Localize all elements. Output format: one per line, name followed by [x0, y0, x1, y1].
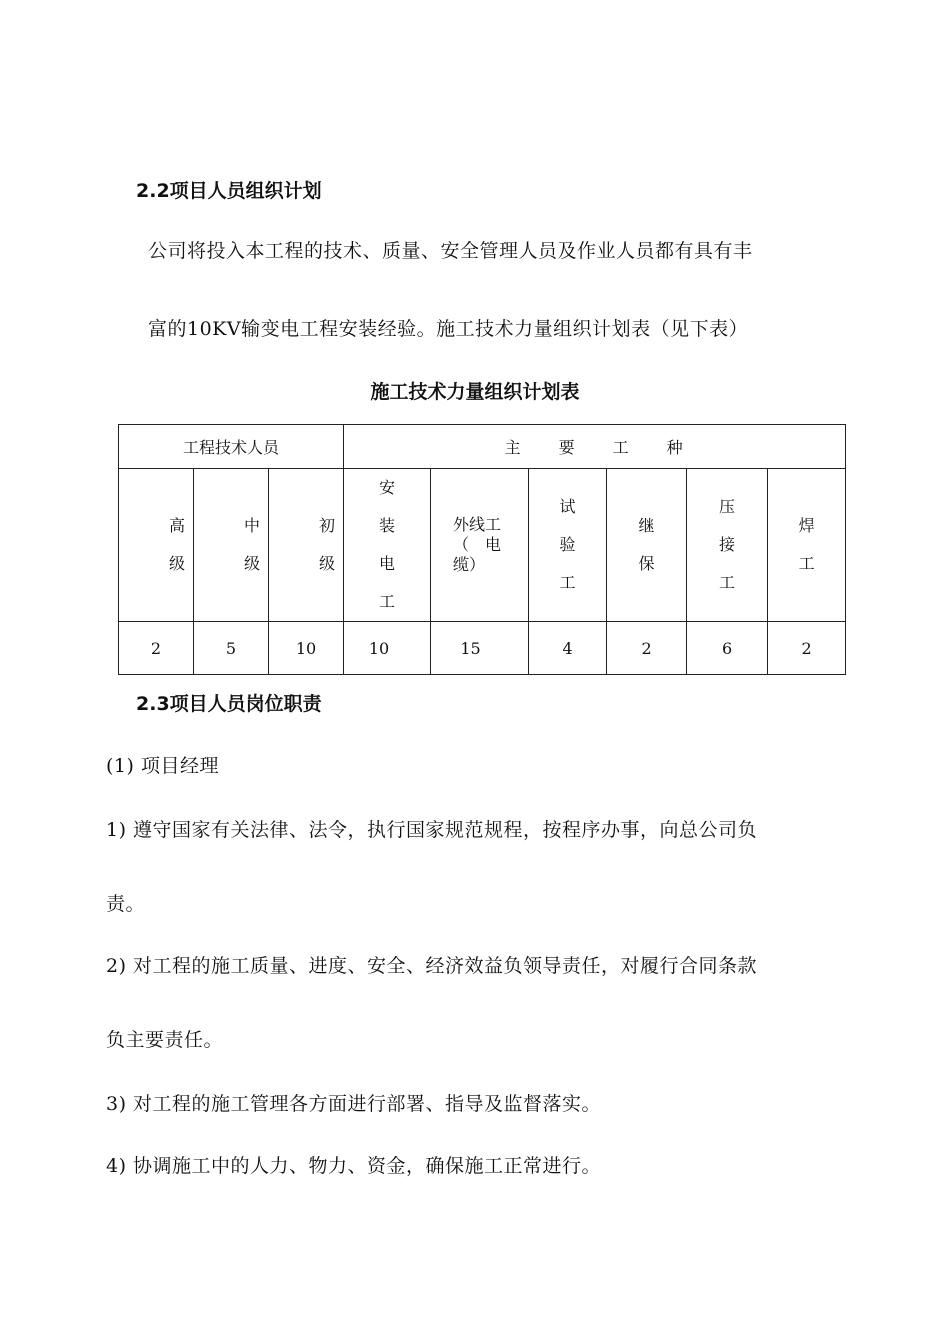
- col-header-label: 高 级: [168, 516, 185, 573]
- value-welder: 2: [768, 622, 846, 675]
- col-header-installation-electrician: [344, 469, 431, 622]
- col-header-label: 压 接 工: [719, 497, 736, 592]
- subheading-project-manager: (1) 项目经理: [106, 755, 219, 777]
- col-header-crimping-worker: [687, 469, 768, 622]
- col-header-label: 中 级: [243, 516, 260, 573]
- list-item: 责。: [106, 893, 146, 915]
- table-group-header-row: [119, 425, 846, 469]
- table-title: 施工技术力量组织计划表: [370, 381, 580, 403]
- col-header-label: 安 装 电 工: [379, 478, 396, 611]
- value-outdoor-line-cable: 15: [431, 622, 529, 675]
- section-2-2-heading: 2.2项目人员组织计划: [136, 180, 322, 202]
- col-header-junior: [269, 469, 344, 622]
- value-test-worker: 4: [529, 622, 607, 675]
- col-header-label: 初 级: [319, 516, 336, 573]
- col-header-relay-protection: [607, 469, 687, 622]
- col-header-label: 试 验 工: [559, 497, 576, 592]
- staffing-plan-table: [118, 424, 846, 675]
- group-header-main-trades: 主 要 工 种: [344, 425, 846, 469]
- list-item: 负主要责任。: [106, 1029, 224, 1051]
- section-2-3-heading: 2.3项目人员岗位职责: [136, 693, 322, 715]
- value-crimping-worker: 6: [687, 622, 768, 675]
- table-column-header-row: [119, 469, 846, 622]
- col-header-senior: [119, 469, 194, 622]
- list-item: 4) 协调施工中的人力、物力、资金，确保施工正常进行。: [106, 1155, 602, 1177]
- value-junior: 10: [269, 622, 344, 675]
- col-header-label: 焊 工: [798, 516, 815, 573]
- list-item: 1) 遵守国家有关法律、法令，执行国家规范规程，按程序办事，向总公司负: [106, 819, 758, 841]
- intro-line-2: 富的10KV输变电工程安装经验。施工技术力量组织计划表（见下表）: [148, 318, 749, 340]
- group-header-technical-staff: 工程技术人员: [119, 425, 344, 469]
- col-header-outdoor-line-cable: [431, 469, 529, 622]
- list-item: 3) 对工程的施工管理各方面进行部署、指导及监督落实。: [106, 1093, 602, 1115]
- col-header-label: 继 保: [638, 516, 655, 573]
- value-senior: 2: [119, 622, 194, 675]
- list-item: 2) 对工程的施工质量、进度、安全、经济效益负领导责任，对履行合同条款: [106, 955, 758, 977]
- table-row: [119, 622, 846, 675]
- value-middle: 5: [194, 622, 269, 675]
- value-relay-protection: 2: [607, 622, 687, 675]
- col-header-label: 外线工 （ 电 缆）: [453, 515, 502, 574]
- col-header-welder: [768, 469, 846, 622]
- col-header-test-worker: [529, 469, 607, 622]
- intro-line-1: 公司将投入本工程的技术、质量、安全管理人员及作业人员都有具有丰: [148, 240, 753, 262]
- col-header-middle: [194, 469, 269, 622]
- value-installation-electrician: 10: [344, 622, 431, 675]
